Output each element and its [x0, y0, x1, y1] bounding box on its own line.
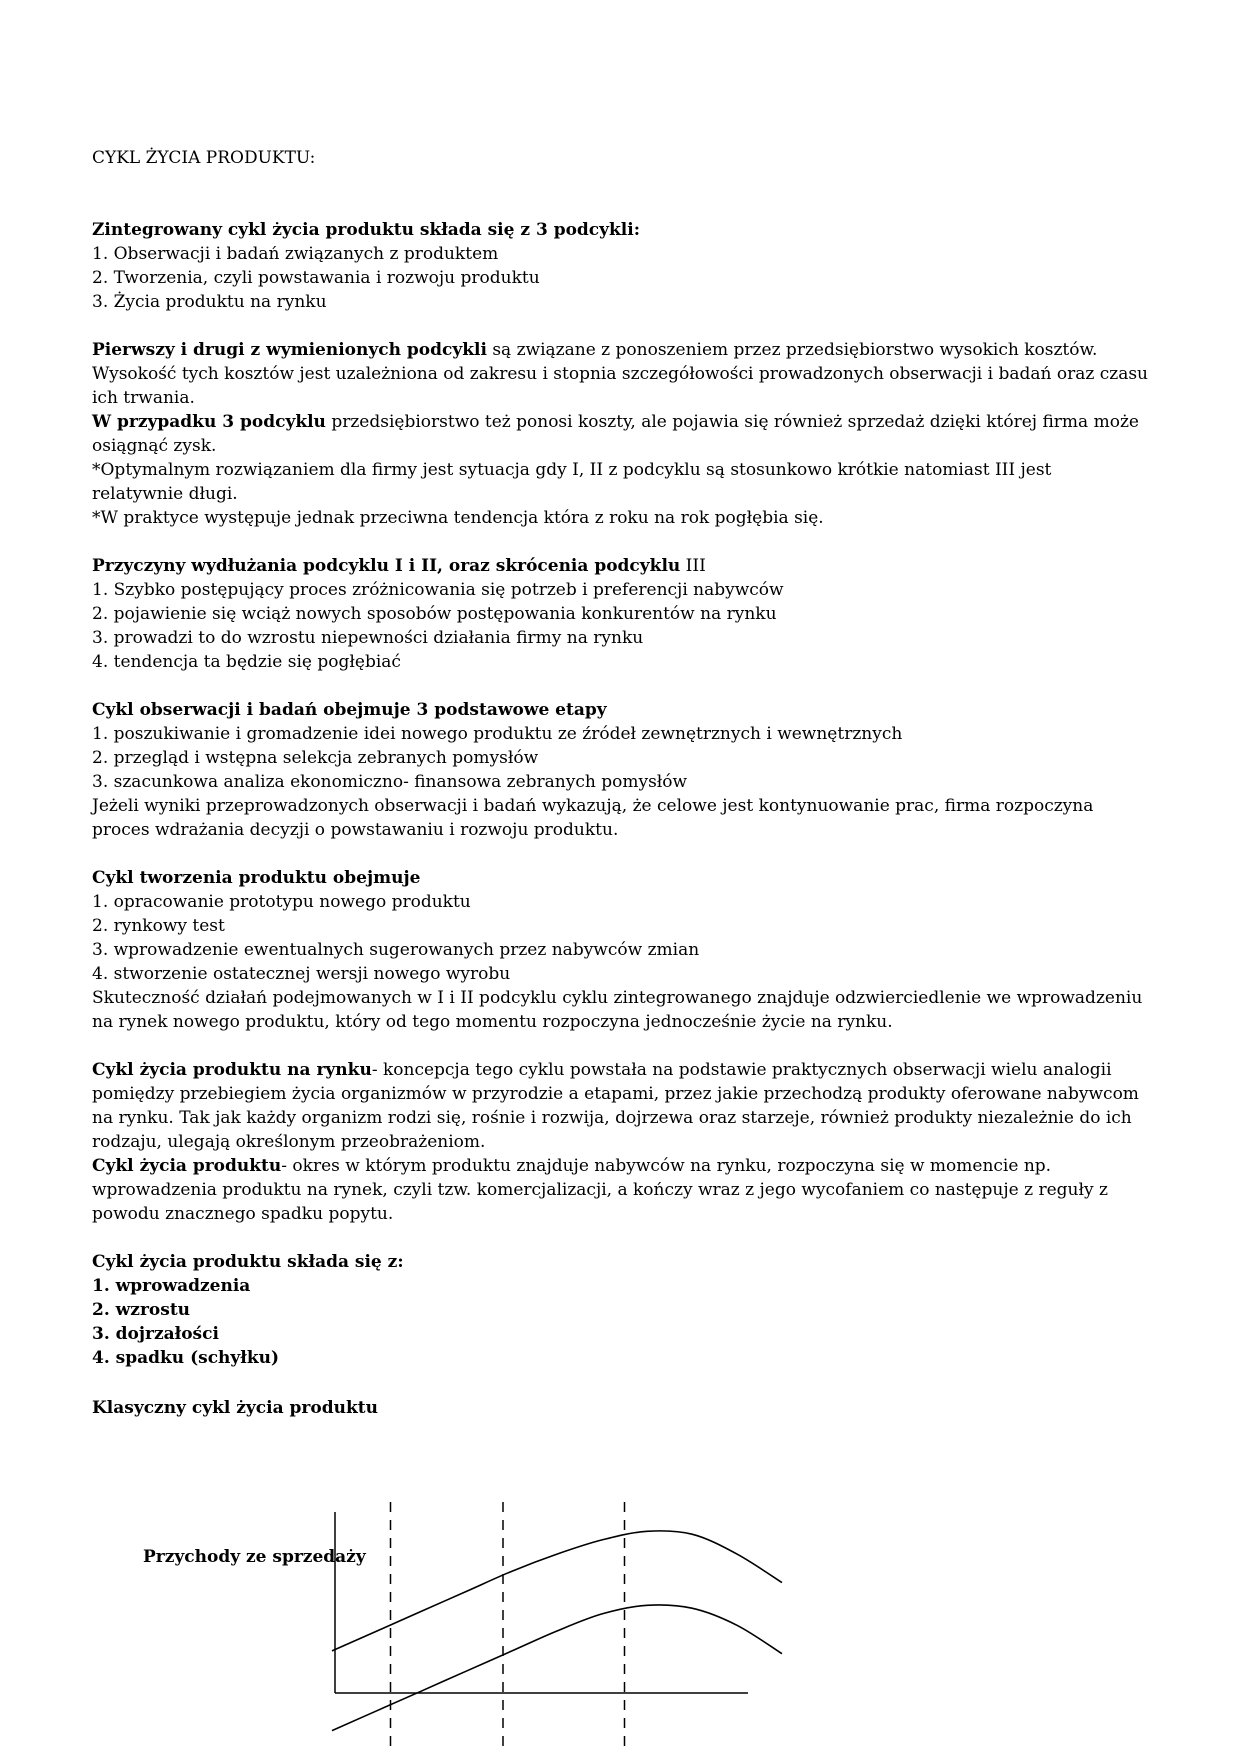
section-market-life-cycle: [92, 1058, 1152, 1226]
paragraph-line: *W praktyce występuje jednak przeciwna tendencja która z roku na rok pogłębia się.: [92, 508, 824, 528]
list-item: 1. Obserwacji i badań związanych z produktem: [92, 244, 499, 264]
bold-phrase: Cykl życia produktu na rynku: [92, 1060, 372, 1080]
list-item: 4. tendencja ta będzie się pogłębiać: [92, 652, 401, 672]
paragraph-line: [92, 410, 1152, 434]
text-run: - okres w którym produktu znajduje nabywców na rynku, rozpoczyna się w momencie np.: [281, 1156, 1052, 1176]
list-item: 1. poszukiwanie i gromadzenie idei nowego produktu ze źródeł zewnętrznych i wewnętrznych: [92, 724, 903, 744]
paragraph-line: powodu znacznego spadku popytu.: [92, 1204, 394, 1224]
list-item: 2. rynkowy test: [92, 916, 225, 936]
section-heading: [92, 554, 1152, 578]
list-item: 4. spadku (schyłku): [92, 1348, 280, 1368]
paragraph-line: [92, 1058, 1152, 1082]
paragraph-line: Jeżeli wyniki przeprowadzonych obserwacji i badań wykazują, że celowe jest kontynuowanie prac, firma rozpoczyna: [92, 796, 1094, 816]
list-item: 2. pojawienie się wciąż nowych sposobów postępowania konkurentów na rynku: [92, 604, 777, 624]
section-stages: [92, 1250, 1152, 1370]
section-heading: Cykl życia produktu składa się z:: [92, 1252, 404, 1272]
paragraph-line: *Optymalnym rozwiązaniem dla firmy jest sytuacja gdy I, II z podcyklu są stosunkowo krótkie natomiast III jest: [92, 460, 1052, 480]
section-heading: Cykl obserwacji i badań obejmuje 3 podstawowe etapy: [92, 700, 607, 720]
paragraph-line: osiągnąć zysk.: [92, 436, 217, 456]
text-run: przedsiębiorstwo też ponosi koszty, ale pojawia się również sprzedaż dzięki której firma może: [325, 412, 1139, 432]
paragraph-line: Skuteczność działań podejmowanych w I i II podcyklu cyklu zintegrowanego znajduje odzwierciedlenie we wprowadzeniu: [92, 988, 1143, 1008]
bold-phrase: Cykl życia produktu: [92, 1156, 282, 1176]
list-item: 2. przegląd i wstępna selekcja zebranych pomysłów: [92, 748, 539, 768]
list-item: 3. prowadzi to do wzrostu niepewności działania firmy na rynku: [92, 628, 644, 648]
list-item: 4. stworzenie ostatecznej wersji nowego wyrobu: [92, 964, 511, 984]
paragraph-line: Wysokość tych kosztów jest uzależniona od zakresu i stopnia szczegółowości prowadzonych obserwacji i badań oraz czasu: [92, 364, 1149, 384]
section-integrated-cycle: [92, 218, 1152, 314]
paragraph-line: proces wdrażania decyzji o powstawaniu i rozwoju produktu.: [92, 820, 619, 840]
section-causes: [92, 554, 1152, 674]
list-item: 2. Tworzenia, czyli powstawania i rozwoju produktu: [92, 268, 540, 288]
paragraph-line: ich trwania.: [92, 388, 195, 408]
series-line-revenue: [332, 1531, 782, 1651]
bold-phrase: W przypadku 3 podcyklu: [92, 412, 326, 432]
paragraph-line: [92, 1154, 1152, 1178]
paragraph-line: wprowadzenia produktu na rynek, czyli tzw. komercjalizacji, a kończy wraz z jego wycofaniem co następuje z reguły z: [92, 1180, 1108, 1200]
paragraph-line: [92, 338, 1152, 362]
list-item: 2. wzrostu: [92, 1300, 191, 1320]
paragraph-line: relatywnie długi.: [92, 484, 238, 504]
text-run: są związane z ponoszeniem przez przedsiębiorstwo wysokich kosztów.: [486, 340, 1098, 360]
list-item: 3. dojrzałości: [92, 1324, 219, 1344]
section-heading: Cykl tworzenia produktu obejmuje: [92, 868, 421, 888]
paragraph-line: na rynku. Tak jak każdy organizm rodzi się, rośnie i rozwija, dojrzewa oraz starzeje, również produkty niezależnie do ich: [92, 1108, 1132, 1128]
section-research-cycle: [92, 698, 1152, 842]
section-heading: Zintegrowany cykl życia produktu składa się z 3 podcykli:: [92, 220, 641, 240]
paragraph-line: na rynek nowego produktu, który od tego momentu rozpoczyna jednocześnie życie na rynku.: [92, 1012, 893, 1032]
section-costs: [92, 338, 1152, 530]
annotation-label: Przychody ze sprzedaży: [143, 1547, 366, 1567]
list-item: 1. opracowanie prototypu nowego produktu: [92, 892, 471, 912]
list-item: 3. wprowadzenie ewentualnych sugerowanych przez nabywców zmian: [92, 940, 700, 960]
list-item: 1. Szybko postępujący proces zróżnicowania się potrzeb i preferencji nabywców: [92, 580, 784, 600]
section-creation-cycle: [92, 866, 1152, 1034]
figure-title: Klasyczny cykl życia produktu: [92, 1398, 378, 1418]
series-line-profit: [332, 1605, 782, 1731]
list-item: 1. wprowadzenia: [92, 1276, 251, 1296]
text-run: - koncepcja tego cyklu powstała na podstawie praktycznych obserwacji wielu analogii: [371, 1060, 1112, 1080]
document-title: CYKL ŻYCIA PRODUKTU:: [92, 148, 316, 168]
paragraph-line: rodzaju, ulegają określonym przeobrażeniom.: [92, 1132, 486, 1152]
paragraph-line: pomiędzy przebiegiem życia organizmów w przyrodzie a etapami, przez jakie przechodzą produkty oferowane nabywcom: [92, 1084, 1139, 1104]
bold-phrase: Pierwszy i drugi z wymienionych podcykli: [92, 340, 487, 360]
text-run: III: [680, 556, 706, 576]
list-item: 3. Życia produktu na rynku: [92, 292, 327, 312]
bold-phrase: Przyczyny wydłużania podcyklu I i II, oraz skrócenia podcyklu: [92, 556, 681, 576]
list-item: 3. szacunkowa analiza ekonomiczno- finansowa zebranych pomysłów: [92, 772, 688, 792]
document-body: [92, 218, 1152, 1394]
